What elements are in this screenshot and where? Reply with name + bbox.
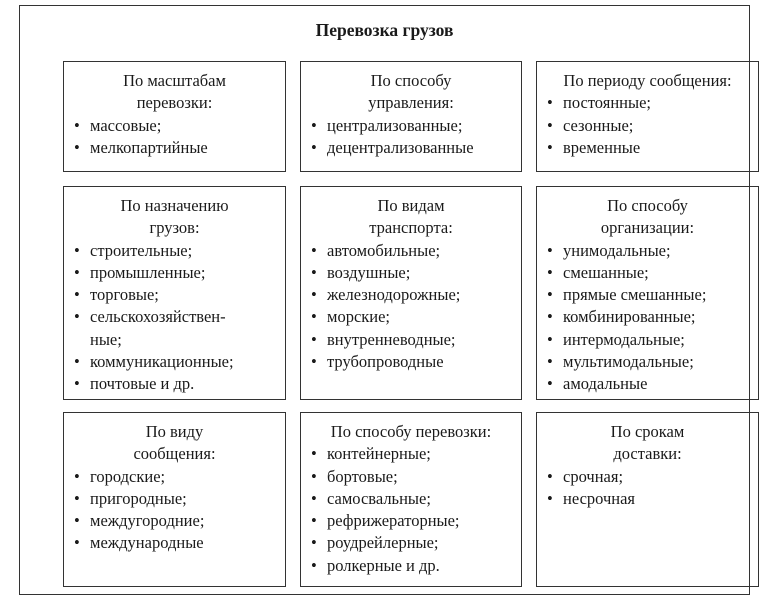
heading-line: По периоду сообщения: <box>563 71 732 90</box>
list-item: • массовые; <box>72 115 285 137</box>
heading-line: По масштабам <box>123 71 226 90</box>
box-scale <box>63 61 286 172</box>
box-heading <box>545 421 758 466</box>
heading-line: По способу перевозки: <box>330 422 492 441</box>
list-item: • бортовые; <box>309 466 521 488</box>
list-item: • железнодорожные; <box>309 284 521 306</box>
list-item: • интермодальные; <box>545 329 758 351</box>
box-heading <box>72 70 285 115</box>
diagram-title: Перевозка грузов <box>315 20 454 40</box>
list-item: • самосвальные; <box>309 488 521 510</box>
list-item: • пригородные; <box>72 488 285 510</box>
list-item: • несрочная <box>545 488 758 510</box>
list-item: • смешанные; <box>545 262 758 284</box>
list-item: • сельскохозяйствен- <box>72 306 285 328</box>
list-item: • трубопроводные <box>309 351 521 373</box>
box-heading <box>545 70 758 92</box>
heading-line: перевозки: <box>136 93 213 113</box>
list-item: • воздушные; <box>309 262 521 284</box>
list-item: • децентрализованные <box>309 137 521 159</box>
list-item: • амодальные <box>545 373 758 395</box>
box-heading <box>72 421 285 466</box>
box-delivery <box>536 412 759 587</box>
list-item: • прямые смешанные; <box>545 284 758 306</box>
item-list <box>545 92 758 159</box>
box-method <box>300 412 522 587</box>
heading-line: грузов: <box>149 218 200 238</box>
list-item: • междугородние; <box>72 510 285 532</box>
list-item: • строительные; <box>72 240 285 262</box>
list-item: • мультимодальные; <box>545 351 758 373</box>
heading-line: доставки: <box>613 444 682 464</box>
list-item: • рефрижераторные; <box>309 510 521 532</box>
list-item: • контейнерные; <box>309 443 521 465</box>
list-item: • морские; <box>309 306 521 328</box>
item-list <box>309 443 521 577</box>
heading-line: транспорта: <box>369 218 453 238</box>
list-item: • торговые; <box>72 284 285 306</box>
box-organization <box>536 186 759 400</box>
list-item: • унимодальные; <box>545 240 758 262</box>
box-period <box>536 61 759 172</box>
item-list <box>72 466 285 555</box>
heading-line: По срокам <box>610 422 685 441</box>
box-transport <box>300 186 522 400</box>
heading-line: По виду <box>145 422 204 441</box>
item-list <box>309 115 521 160</box>
list-item: • международные <box>72 532 285 554</box>
list-item: • комбинированные; <box>545 306 758 328</box>
heading-line: управления: <box>368 93 454 113</box>
list-item: • ролкерные и др. <box>309 555 521 577</box>
item-list <box>72 115 285 160</box>
list-item: • коммуникационные; <box>72 351 285 373</box>
box-heading <box>309 421 521 443</box>
list-item: • централизованные; <box>309 115 521 137</box>
box-connection <box>63 412 286 587</box>
list-item-continuation: ные; <box>90 329 122 349</box>
heading-line: организации: <box>600 218 695 238</box>
box-heading <box>72 195 285 240</box>
list-item: • постоянные; <box>545 92 758 114</box>
list-item: • мелкопартийные <box>72 137 285 159</box>
heading-line: По способу <box>607 196 688 215</box>
box-management <box>300 61 522 172</box>
list-item: • автомобильные; <box>309 240 521 262</box>
list-item: • срочная; <box>545 466 758 488</box>
list-item: • промышленные; <box>72 262 285 284</box>
list-item: • городские; <box>72 466 285 488</box>
list-item: • внутренневодные; <box>309 329 521 351</box>
heading-line: По способу <box>370 71 452 90</box>
diagram-frame <box>19 5 750 595</box>
heading-line: сообщения: <box>133 444 216 464</box>
item-list <box>309 240 521 374</box>
item-list <box>545 240 758 396</box>
list-item: • почтовые и др. <box>72 373 285 395</box>
item-list <box>72 240 285 396</box>
box-purpose <box>63 186 286 400</box>
box-heading <box>309 195 521 240</box>
heading-line: По назначению <box>120 196 229 215</box>
list-item: • роудрейлерные; <box>309 532 521 554</box>
heading-line: По видам <box>377 196 445 215</box>
box-heading <box>309 70 521 115</box>
item-list <box>545 466 758 511</box>
list-item: • временные <box>545 137 758 159</box>
box-heading <box>545 195 758 240</box>
list-item: • сезонные; <box>545 115 758 137</box>
